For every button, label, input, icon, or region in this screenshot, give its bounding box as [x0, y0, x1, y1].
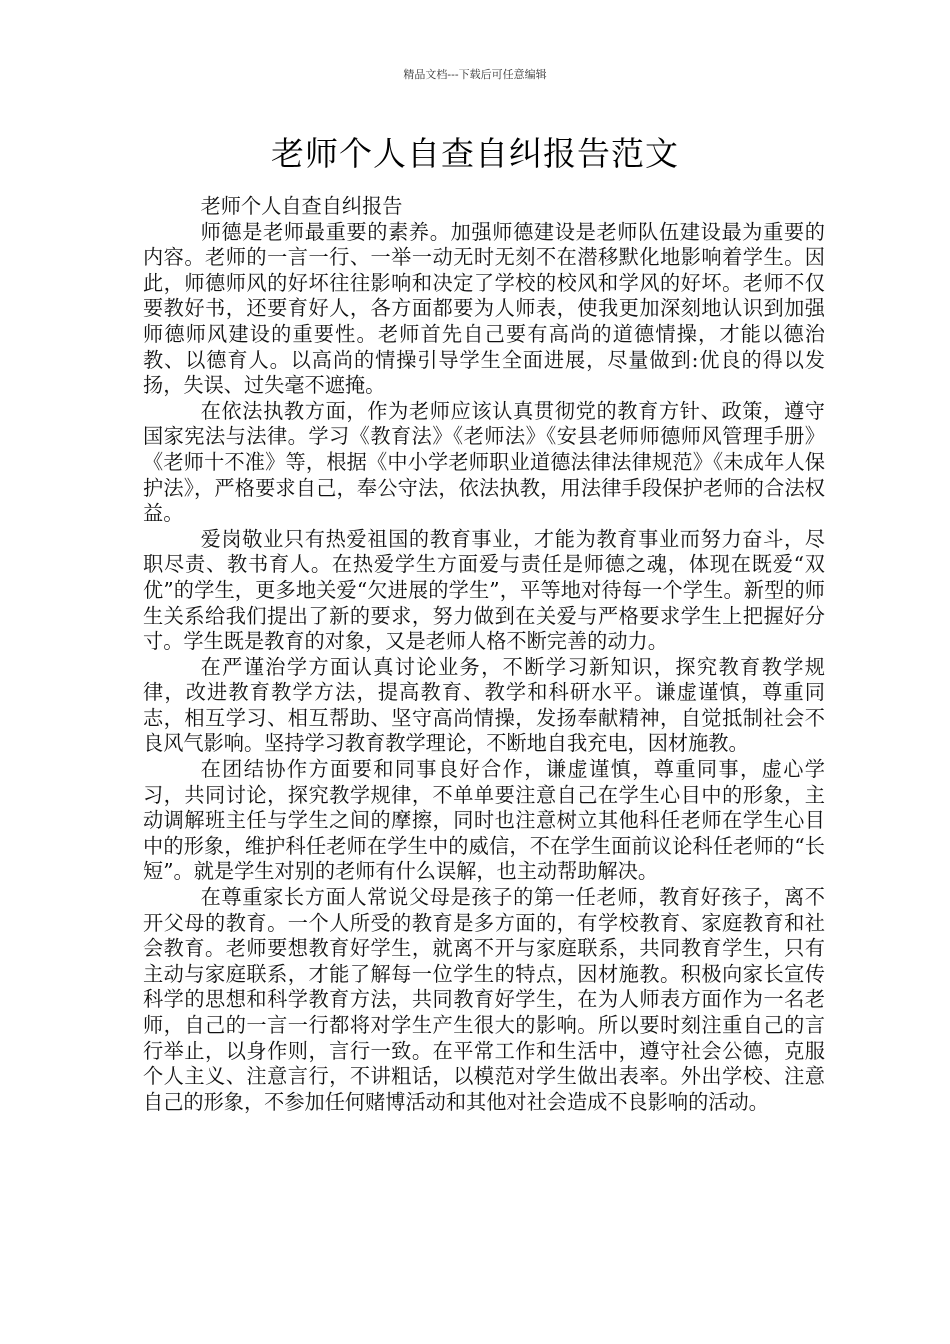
paragraph-4: 在严谨治学方面认真讨论业务，不断学习新知识，探究教育教学规律，改进教育教学方法，提高教育、教学和科研水平。谦虚谨慎，尊重同志，相互学习、相互帮助、坚守高尚情操，发扬奉献精神，自觉抵制社会不良风气影响。坚持学习教育教学理论，不断地自我充电，因材施教。 — [143, 654, 825, 756]
paragraph-2: 在依法执教方面，作为老师应该认真贯彻党的教育方针、政策，遵守国家宪法与法律。学习《教育法》《老师法》《安县老师师德师风管理手册》《老师十不准》等，根据《中小学老师职业道德法律法律规范》《未成年人保护法》，严格要求自己，奉公守法，依法执教，用法律手段保护老师的合法权益。 — [143, 398, 825, 526]
paragraph-5: 在团结协作方面要和同事良好合作，谦虚谨慎，尊重同事，虚心学习，共同讨论，探究教学规律，不单单要注意自己在学生心目中的形象，主动调解班主任与学生之间的摩擦，同时也注意树立其他科任老师在学生心目中的形象，维护科任老师在学生中的威信，不在学生面前议论科任老师的“长短”。就是学生对别的老师有什么误解，也主动帮助解决。 — [143, 757, 825, 884]
document-title: 老师个人自查自纠报告范文 — [271, 134, 679, 173]
paragraph-3: 爱岗敬业只有热爱祖国的教育事业，才能为教育事业而努力奋斗，尽职尽责、教书育人。在热爱学生方面爱与责任是师德之魂，体现在既爱“双优”的学生，更多地关爱“欠进展的学生”，平等地对待每一个学生。新型的师生关系给我们提出了新的要求，努力做到在关爱与严格要求学生上把握好分寸。学生既是教育的对象，又是老师人格不断完善的动力。 — [143, 526, 825, 654]
paragraph-6: 在尊重家长方面人常说父母是孩子的第一任老师，教育好孩子，离不开父母的教育。一个人所受的教育是多方面的，有学校教育、家庭教育和社会教育。老师要想教育好学生，就离不开与家庭联系，共同教育学生，只有主动与家庭联系，才能了解每一位学生的特点，因材施教。积极向家长宣传科学的思想和科学教育方法，共同教育好学生，在为人师表方面作为一名老师，自己的一言一行都将对学生产生很大的影响。所以要时刻注重自己的言行举止，以身作则，言行一致。在平常工作和生活中，遵守社会公德，克服个人主义、注意言行，不讲粗话，以模范对学生做出表率。外出学校、注意自己的形象，不参加任何赌博活动和其他对社会造成不良影响的活动。 — [143, 885, 825, 1114]
report-subtitle: 老师个人自查自纠报告 — [200, 194, 403, 218]
document-body — [143, 194, 825, 1115]
header-note: 精品文档---下载后可任意编辑 — [403, 68, 547, 81]
paragraph-1: 师德是老师最重要的素养。加强师德建设是老师队伍建设最为重要的内容。老师的一言一行、一举一动无时无刻不在潜移默化地影响着学生。因此，师德师风的好坏往往影响和决定了学校的校风和学风的好坏。老师不仅要教好书，还要育好人，各方面都要为人师表，使我更加深刻地认识到加强师德师风建设的重要性。老师首先自己要有高尚的道德情操，才能以德治教、以德育人。以高尚的情操引导学生全面进展，尽量做到:优良的得以发扬，失误、过失毫不遮掩。 — [143, 219, 825, 398]
